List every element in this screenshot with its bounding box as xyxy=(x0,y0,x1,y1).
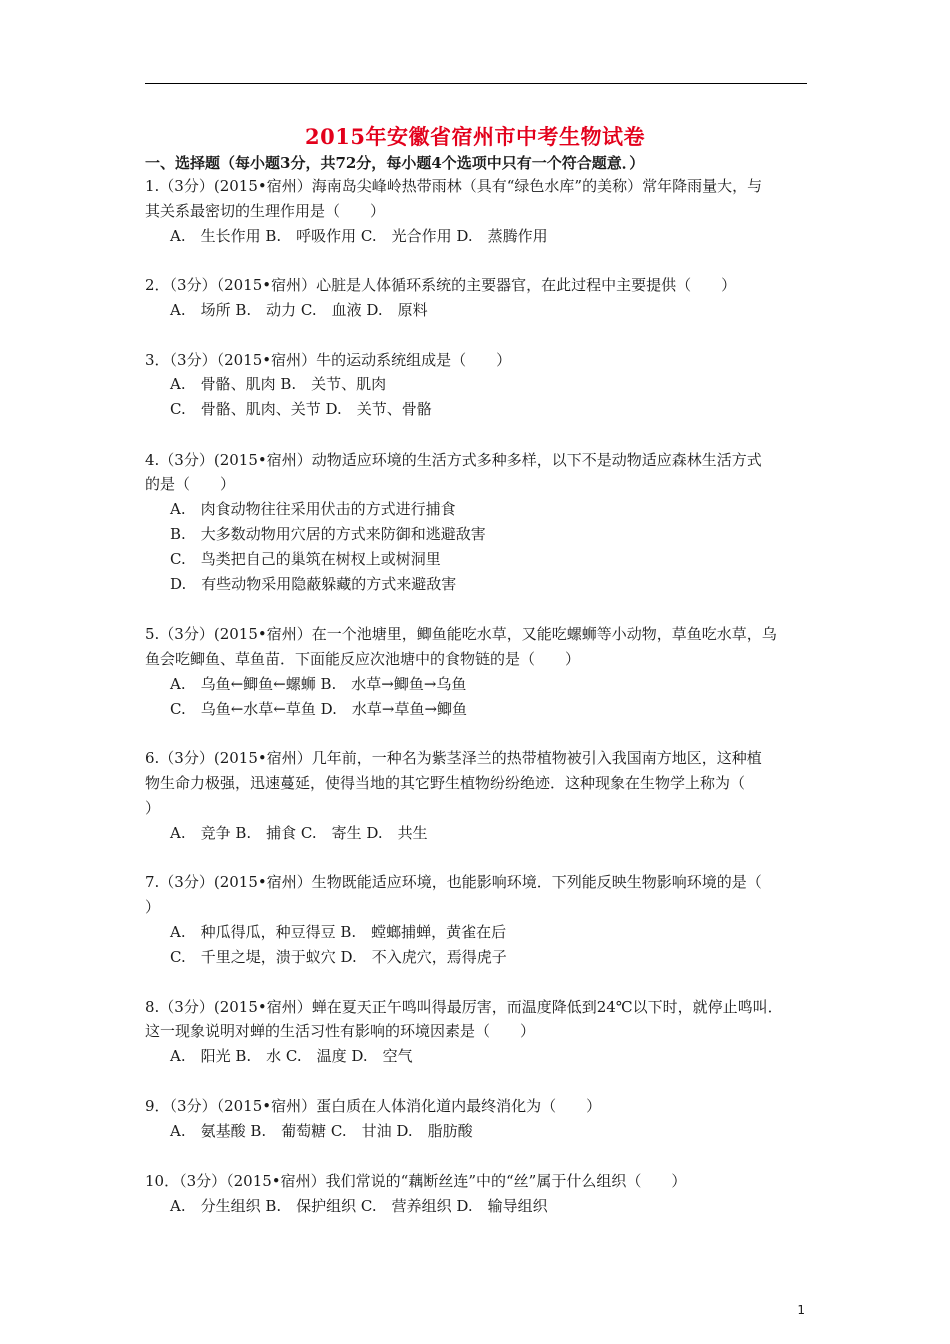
question-7-stem-line-1: 7.（3分）(2015•宿州）生物既能适应环境，也能影响环境．下列能反映生物影响环境的是（ xyxy=(145,873,762,891)
question-10-stem-line-1: 10．（3分）（2015•宿州）我们常说的“藕断丝连”中的“丝”属于什么组织（ ） xyxy=(145,1172,687,1190)
question-3-options-row-1: A. 骨骼、肌肉 B. 关节、肌肉 xyxy=(170,375,387,393)
question-7-stem-line-2: ） xyxy=(145,898,161,916)
question-4-option-b: B. 大多数动物用穴居的方式来防御和逃避敌害 xyxy=(170,525,486,543)
question-2-stem-line-1: 2．（3分）（2015•宿州）心脏是人体循环系统的主要器官，在此过程中主要提供（ ） xyxy=(145,276,737,294)
question-4-option-c: C. 鸟类把自己的巢筑在树杈上或树洞里 xyxy=(170,550,441,568)
question-8-options: A. 阳光 B. 水 C. 温度 D. 空气 xyxy=(170,1047,413,1065)
question-10-options: A. 分生组织 B. 保护组织 C. 营养组织 D. 输导组织 xyxy=(170,1197,548,1215)
question-5-options-row-2: C. 乌鱼←水草←草鱼 D. 水草→草鱼→鲫鱼 xyxy=(170,700,468,718)
question-6-options: A. 竞争 B. 捕食 C. 寄生 D. 共生 xyxy=(170,824,428,842)
question-3-options-row-2: C. 骨骼、肌肉、关节 D. 关节、骨骼 xyxy=(170,400,432,418)
question-9-stem-line-1: 9．（3分）（2015•宿州）蛋白质在人体消化道内最终消化为（ ） xyxy=(145,1097,602,1115)
question-1-options: A. 生长作用 B. 呼吸作用 C. 光合作用 D. 蒸腾作用 xyxy=(170,227,548,245)
question-5-stem-line-2: 鱼会吃鲫鱼、草鱼苗．下面能反应次池塘中的食物链的是（ ） xyxy=(145,650,581,668)
question-8-stem-line-1: 8.（3分）(2015•宿州）蝉在夏天正午鸣叫得最厉害，而温度降低到24℃以下时，就停止鸣叫． xyxy=(145,998,783,1016)
question-4-option-d: D. 有些动物采用隐蔽躲藏的方式来避敌害 xyxy=(170,575,457,593)
question-4-option-a: A. 肉食动物往往采用伏击的方式进行捕食 xyxy=(170,500,456,518)
section-heading: 一、选择题（每小题3分，共72分，每小题4个选项中只有一个符合题意．） xyxy=(145,154,645,172)
question-6-stem-line-1: 6.（3分）(2015•宿州）几年前，一种名为紫茎泽兰的热带植物被引入我国南方地区，这种植 xyxy=(145,749,762,767)
question-8-stem-line-2: 这一现象说明对蝉的生活习性有影响的环境因素是（ ） xyxy=(145,1022,536,1040)
question-3-stem-line-1: 3．（3分）（2015•宿州）牛的运动系统组成是（ ） xyxy=(145,351,512,369)
exam-title: 2015年安徽省宿州市中考生物试卷 xyxy=(305,124,645,149)
question-2-options: A. 场所 B. 动力 C. 血液 D. 原料 xyxy=(170,301,428,319)
question-6-stem-line-3: ） xyxy=(145,799,161,817)
question-4-stem-line-1: 4.（3分）(2015•宿州）动物适应环境的生活方式多种多样，以下不是动物适应森林生活方式 xyxy=(145,451,762,469)
header-rule xyxy=(145,83,807,84)
question-5-options-row-1: A. 乌鱼←鲫鱼←螺蛳 B. 水草→鲫鱼→乌鱼 xyxy=(170,675,467,693)
question-4-stem-line-2: 的是（ ） xyxy=(145,475,236,493)
question-5-stem-line-1: 5.（3分）(2015•宿州）在一个池塘里，鲫鱼能吃水草，又能吃螺蛳等小动物，草鱼吃水草，乌 xyxy=(145,625,777,643)
question-7-options-row-1: A. 种瓜得瓜，种豆得豆 B. 螳螂捕蝉，黄雀在后 xyxy=(170,923,507,941)
question-6-stem-line-2: 物生命力极强，迅速蔓延，使得当地的其它野生植物纷纷绝迹．这种现象在生物学上称为（ xyxy=(145,774,746,792)
question-7-options-row-2: C. 千里之堤，溃于蚁穴 D. 不入虎穴，焉得虎子 xyxy=(170,948,507,966)
question-9-options: A. 氨基酸 B. 葡萄糖 C. 甘油 D. 脂肪酸 xyxy=(170,1122,473,1140)
question-1-stem-line-2: 其关系最密切的生理作用是（ ） xyxy=(145,202,386,220)
page-number: 1 xyxy=(797,1303,805,1317)
question-1-stem-line-1: 1.（3分）(2015•宿州）海南岛尖峰岭热带雨林（具有“绿色水库”的美称）常年降雨量大，与 xyxy=(145,177,763,195)
